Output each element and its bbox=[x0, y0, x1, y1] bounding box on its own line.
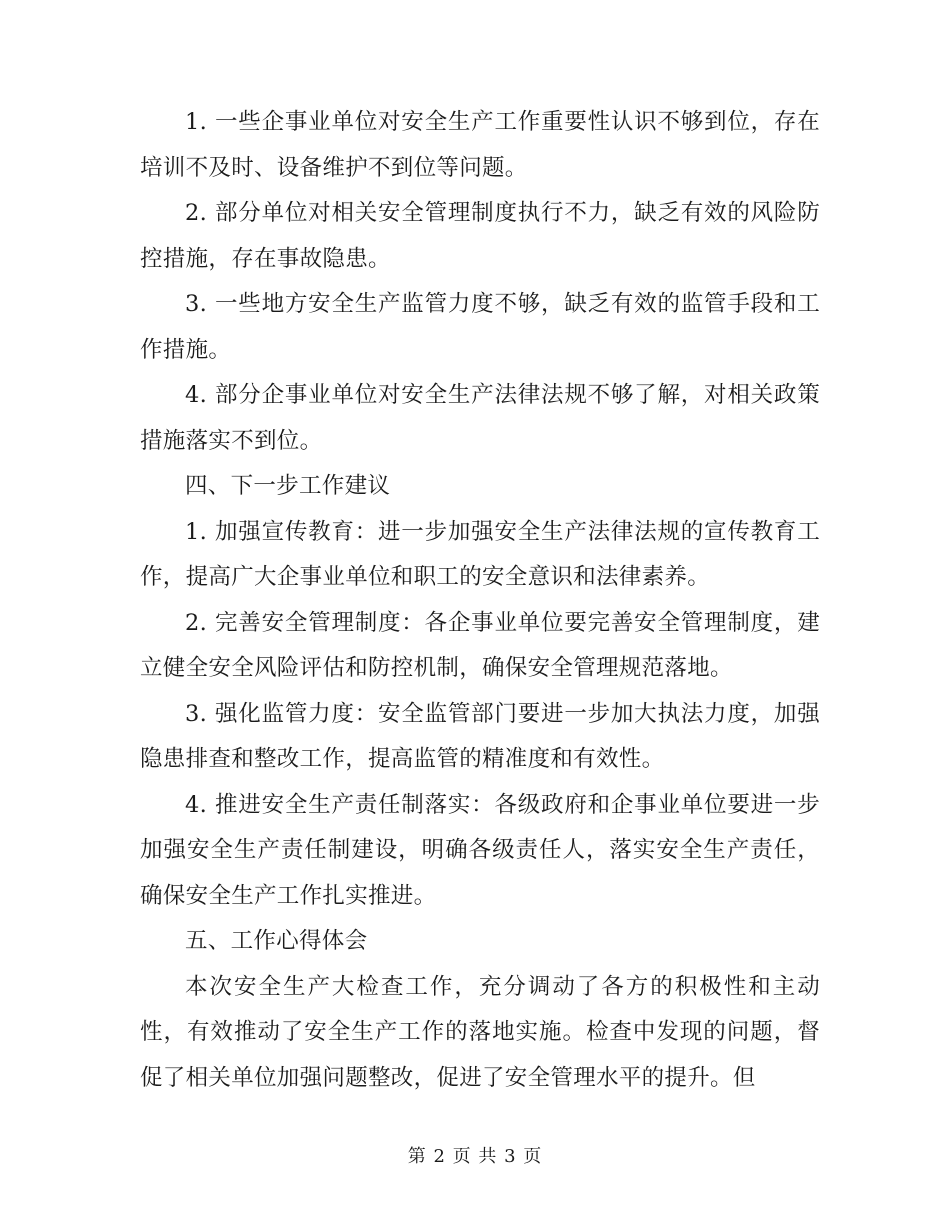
paragraph-suggestion-3: 3. 强化监管力度：安全监管部门要进一步加大执法力度，加强隐患排查和整改工作，提高监管的精准度和有效性。 bbox=[140, 700, 820, 772]
paragraph-suggestion-2: 2. 完善安全管理制度：各企事业单位要完善安全管理制度，建立健全安全风险评估和防控机制，确保安全管理规范落地。 bbox=[140, 609, 820, 681]
paragraph-issue-4: 4. 部分企事业单位对安全生产法律法规不够了解，对相关政策措施落实不到位。 bbox=[140, 382, 820, 454]
paragraph-issue-1: 1. 一些企事业单位对安全生产工作重要性认识不够到位，存在培训不及时、设备维护不到位等问题。 bbox=[140, 109, 820, 181]
paragraph-suggestion-1: 1. 加强宣传教育：进一步加强安全生产法律法规的宣传教育工作，提高广大企事业单位和职工的安全意识和法律素养。 bbox=[140, 518, 820, 590]
paragraph-reflection: 本次安全生产大检查工作，充分调动了各方的积极性和主动性，有效推动了安全生产工作的落地实施。检查中发现的问题，督促了相关单位加强问题整改，促进了安全管理水平的提升。但 bbox=[140, 973, 820, 1091]
page-number-footer: 第 2 页 共 3 页 bbox=[407, 1146, 543, 1167]
paragraph-issue-2: 2. 部分单位对相关安全管理制度执行不力，缺乏有效的风险防控措施，存在事故隐患。 bbox=[140, 200, 820, 272]
paragraph-suggestion-4: 4. 推进安全生产责任制落实：各级政府和企事业单位要进一步加强安全生产责任制建设，明确各级责任人，落实安全生产责任，确保安全生产工作扎实推进。 bbox=[140, 791, 820, 909]
document-body bbox=[140, 100, 820, 1101]
paragraph-issue-3: 3. 一些地方安全生产监管力度不够，缺乏有效的监管手段和工作措施。 bbox=[140, 291, 820, 363]
section-heading-next-steps: 四、下一步工作建议 bbox=[185, 473, 391, 499]
section-heading-reflections: 五、工作心得体会 bbox=[185, 928, 368, 954]
